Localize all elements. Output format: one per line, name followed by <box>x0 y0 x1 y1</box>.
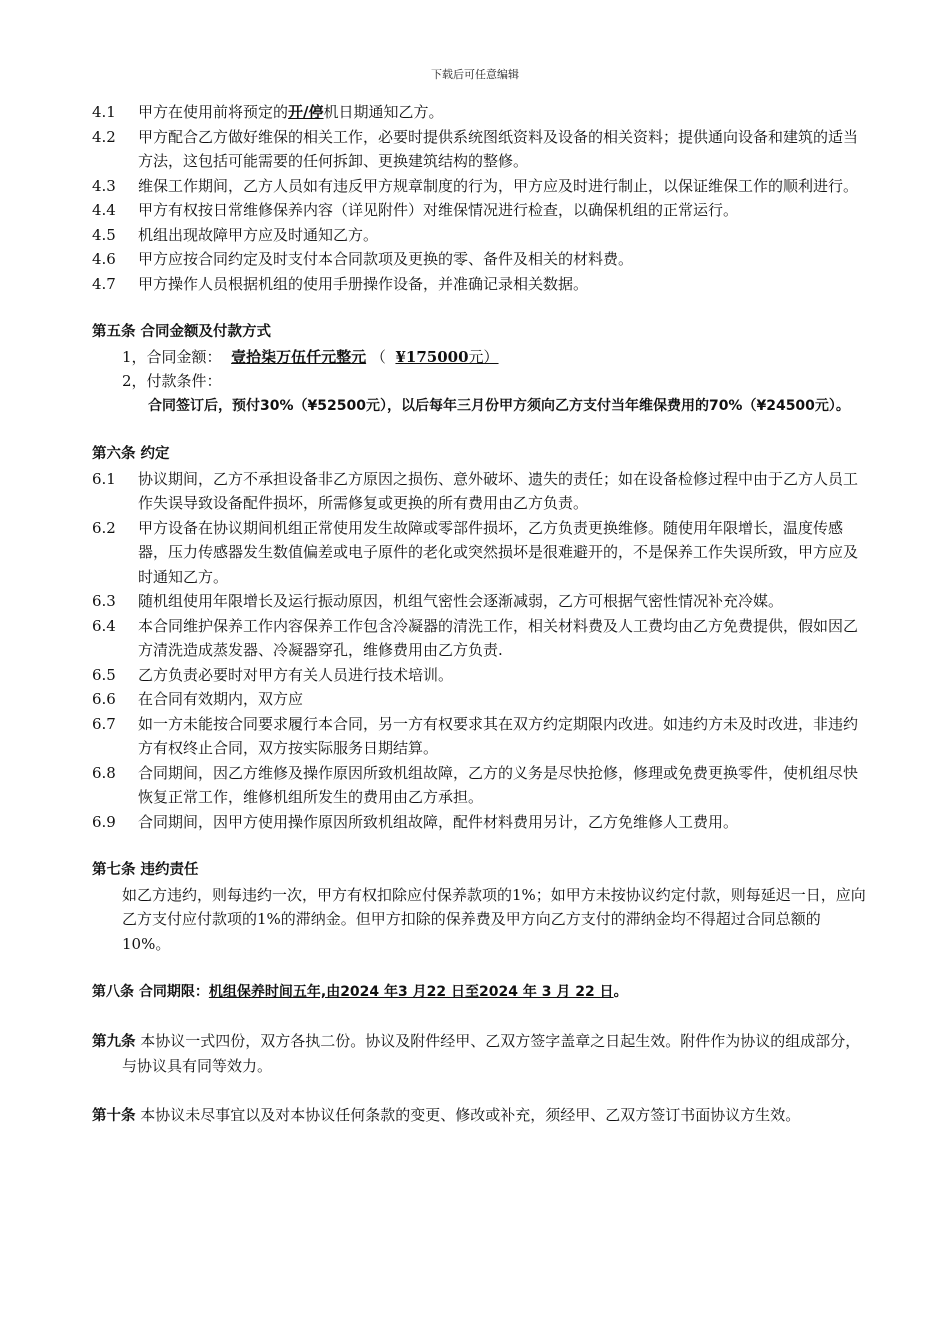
contract-body <box>92 100 867 1128</box>
clause-text: 随机组使用年限增长及运行振动原因，机组气密性会逐渐减弱，乙方可根据气密性情况补充冷媒。 <box>138 592 784 610</box>
clause-text: 甲方操作人员根据机组的使用手册操作设备，并准确记录相关数据。 <box>138 274 589 293</box>
clause-text: 合同期间，因甲方使用操作原因所致机组故障，配件材料费用另计，乙方免维修人工费用。 <box>138 812 739 831</box>
clause-text: 甲方应按合同约定及时支付本合同款项及更换的零、备件及相关的材料费。 <box>138 250 634 268</box>
clause-number: 6.2 <box>92 518 116 537</box>
clause-text: 本合同维护保养工作内容保养工作包含冷凝器的清洗工作，相关材料费及人工费均由乙方免费提供，假如因乙方清洗造成蒸发器、冷凝器穿孔，维修费用由乙方负责. <box>138 616 859 659</box>
start-stop-emphasis: 开/停 <box>288 103 324 121</box>
clause-6-2 <box>92 516 867 590</box>
clause-text: 甲方设备在协议期间机组正常使用发生故障或零部件损坏，乙方负责更换维修。随使用年限增长，温度传感器，压力传感器发生数值偏差或电子原件的老化或突然损坏是很难避开的，不是保养工作失误所致，甲方应及时通知乙方。 <box>138 518 859 586</box>
payment-terms-label: 2，付款条件： <box>122 372 222 390</box>
clause-number: 4.2 <box>92 127 116 146</box>
clause-6-1 <box>92 467 867 516</box>
clause-4-3 <box>92 174 867 199</box>
amount-in-words: 壹拾柒万伍仟元整元 <box>231 347 367 366</box>
clause-number: 6.7 <box>92 714 116 733</box>
clause-6-4 <box>92 614 867 663</box>
contract-term-text: 机组保养时间五年,由2024 年3 月22 日至2024 年 3 月 22 日 <box>208 984 614 1000</box>
clause-text: 在合同有效期内，双方应 <box>138 690 304 708</box>
clause-number: 4.7 <box>92 274 116 293</box>
clause-text-part: 机日期通知乙方。 <box>323 103 444 121</box>
clause-6-6 <box>92 687 867 712</box>
clause-text-part: 甲方在使用前将预定的 <box>138 103 289 121</box>
clause-text: 甲方有权按日常维修保养内容（详见附件）对维保情况进行检查，以确保机组的正常运行。 <box>138 201 739 219</box>
clause-text: 甲方配合乙方做好维保的相关工作，必要时提供系统图纸资料及设备的相关资料；提供通向设备和建筑的适当方法，这包括可能需要的任何拆卸、更换建筑结构的整修。 <box>138 127 859 170</box>
clause-4-1 <box>92 100 867 125</box>
clause-number: 4.3 <box>92 176 116 195</box>
clause-6-7 <box>92 712 867 761</box>
section-9-title: 第九条 <box>92 1033 136 1050</box>
clause-6-3 <box>92 589 867 614</box>
contract-amount-line <box>92 345 867 370</box>
clause-4-2 <box>92 125 867 174</box>
clause-text: 乙方负责必要时对甲方有关人员进行技术培训。 <box>138 665 454 684</box>
clause-number: 6.6 <box>92 690 116 708</box>
clause-text: 维保工作期间，乙方人员如有违反甲方规章制度的行为，甲方应及时进行制止，以保证维保工作的顺利进行。 <box>138 176 859 195</box>
clause-4-7 <box>92 272 867 297</box>
amount-label: 1，合同金额： <box>122 347 222 366</box>
section-7-text: 如乙方违约，则每违约一次，甲方有权扣除应付保养款项的1%；如甲方未按协议约定付款，则每延迟一日，应向乙方支付应付款项的1%的滞纳金。但甲方扣除的保养费及甲方向乙方支付的滞纳金均不得超过合同总额的10%。 <box>122 885 866 953</box>
section-6-title: 第六条 约定 <box>92 446 170 462</box>
spacer <box>92 1079 867 1103</box>
clause-text: 协议期间，乙方不承担设备非乙方原因之损伤、意外破坏、遗失的责任；如在设备检修过程中由于乙方人员工作失误导致设备配件损坏，所需修复或更换的所有费用由乙方负责。 <box>138 469 859 512</box>
clause-number: 6.9 <box>92 812 116 831</box>
section-10-title: 第十条 <box>92 1107 136 1124</box>
clause-6-5 <box>92 663 867 688</box>
clause-number: 4.6 <box>92 250 116 268</box>
section-7-title: 第七条 违约责任 <box>92 862 199 878</box>
section-8-end: 。 <box>613 984 628 1000</box>
clause-number: 6.4 <box>92 616 116 635</box>
section-5-title: 第五条 合同金额及付款方式 <box>92 324 272 340</box>
spacer <box>92 296 867 320</box>
section-9-text: 本协议一式四份，双方各执二份。协议及附件经甲、乙双方签字盖章之日起生效。附件作为协议的组成部分，与协议具有同等效力。 <box>122 1031 861 1075</box>
section-10 <box>92 1103 867 1129</box>
spacer <box>92 956 867 980</box>
amount-unit: 元） <box>468 347 499 366</box>
amount-number: ¥175000 <box>395 347 469 366</box>
clause-number: 4.1 <box>92 103 116 121</box>
clause-number: 4.4 <box>92 201 116 219</box>
section-9 <box>92 1029 867 1079</box>
spacer <box>92 418 867 442</box>
clause-number: 6.3 <box>92 592 116 610</box>
payment-terms-text: 合同签订后，预付30%（¥52500元），以后每年三月份甲方须向乙方支付当年维保费用的70%（¥24500元）。 <box>148 397 850 414</box>
clause-number: 6.5 <box>92 665 116 684</box>
paren-open: （ <box>370 347 386 366</box>
section-8-title: 第八条 合同期限： <box>92 984 209 1000</box>
spacer <box>92 834 867 858</box>
clause-text: 机组出现故障甲方应及时通知乙方。 <box>138 225 379 244</box>
clause-4-6 <box>92 247 867 272</box>
spacer <box>92 1005 867 1029</box>
clause-6-8 <box>92 761 867 810</box>
clause-number: 4.5 <box>92 225 116 244</box>
clause-6-9 <box>92 810 867 835</box>
section-10-text: 本协议未尽事宜以及对本协议任何条款的变更、修改或补充，须经甲、乙双方签订书面协议方生效。 <box>135 1105 801 1124</box>
clause-number: 6.8 <box>92 763 116 782</box>
clause-text: 合同期间，因乙方维修及操作原因所致机组故障，乙方的义务是尽快抢修，修理或免费更换零件，使机组尽快恢复正常工作，维修机组所发生的费用由乙方承担。 <box>138 763 859 806</box>
clause-number: 6.1 <box>92 469 116 488</box>
clause-4-4 <box>92 198 867 223</box>
clause-text <box>138 100 867 125</box>
clause-4-5 <box>92 223 867 248</box>
page-header: 下载后可任意编辑 <box>431 68 519 81</box>
section-8 <box>92 980 867 1005</box>
clause-text: 如一方未能按合同要求履行本合同，另一方有权要求其在双方约定期限内改进。如违约方未及时改进，非违约方有权终止合同，双方按实际服务日期结算。 <box>138 714 859 757</box>
